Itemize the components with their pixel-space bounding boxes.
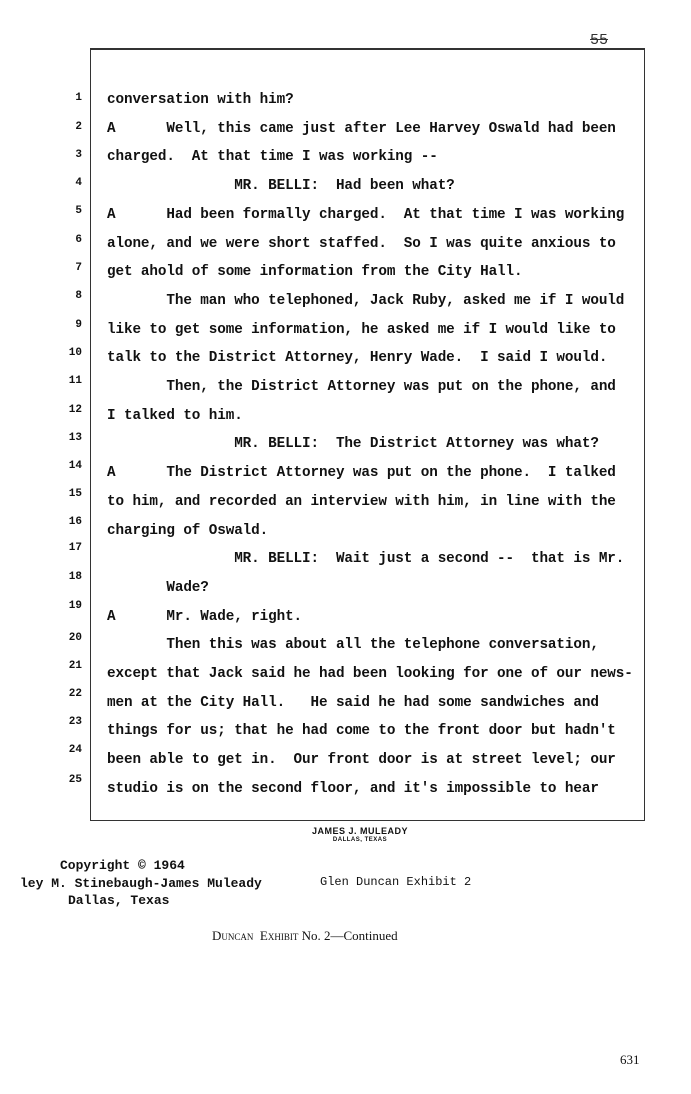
line-number: 4 [75, 177, 82, 189]
line-number: 3 [75, 149, 82, 161]
line-number: 24 [68, 744, 82, 756]
transcript-line: A Well, this came just after Lee Harvey Oswald had been [107, 120, 616, 137]
line-number: 23 [68, 716, 82, 728]
transcript-line: Wade? [107, 579, 209, 596]
folio-number: 631 [620, 1052, 640, 1067]
line-number: 16 [68, 516, 82, 528]
copyright-city: Dallas, Texas [68, 893, 170, 908]
line-number: 11 [68, 375, 82, 387]
line-number: 5 [75, 205, 82, 217]
transcript-line: A Mr. Wade, right. [107, 608, 303, 625]
transcript-line: men at the City Hall. He said he had some sandwiches and [107, 694, 599, 711]
line-number: 6 [75, 234, 82, 246]
handwritten-page-number: 55 [590, 32, 609, 49]
exhibit-caption [212, 928, 398, 944]
copyright-holders: ley M. Stinebaugh-James Muleady [20, 876, 262, 891]
transcript-line: MR. BELLI: Had been what? [107, 178, 455, 195]
line-number: 17 [68, 542, 82, 554]
transcript-line: MR. BELLI: Wait just a second -- that is Mr. [107, 551, 625, 568]
transcript-line: talk to the District Attorney, Henry Wade. I said I would. [107, 350, 608, 367]
transcript-line: been able to get in. Our front door is at street level; our [107, 752, 616, 769]
line-number: 21 [68, 660, 82, 672]
caption-exhibit: Exhibit [259, 928, 299, 943]
reporter-name: JAMES J. MULEADY [311, 826, 408, 836]
transcript-line: A The District Attorney was put on the phone. I talked [107, 465, 616, 482]
transcript-line: The man who telephoned, Jack Ruby, asked me if I would [107, 292, 625, 309]
line-number: 18 [68, 571, 82, 583]
transcript-line: I talked to him. [107, 407, 243, 424]
line-number: 15 [68, 488, 82, 500]
line-number: 8 [75, 290, 82, 302]
transcript-line: to him, and recorded an interview with him, in line with the [107, 493, 616, 510]
line-number: 7 [75, 262, 82, 274]
line-number: 19 [68, 600, 82, 612]
transcript-line: Then, the District Attorney was put on the phone, and [107, 379, 616, 395]
caption-rest: No. 2—Continued [301, 928, 398, 943]
transcript-line: like to get some information, he asked me if I would like to [107, 321, 616, 338]
transcript-line: alone, and we were short staffed. So I was quite anxious to [107, 235, 616, 252]
transcript-line: get ahold of some information from the City Hall. [107, 264, 523, 281]
line-number: 25 [68, 774, 82, 786]
line-number: 1 [75, 92, 82, 104]
line-number: 9 [75, 319, 82, 331]
transcript-line: except that Jack said he had been looking for one of our news- [107, 666, 633, 682]
exhibit-label: Glen Duncan Exhibit 2 [320, 875, 472, 889]
line-number: 22 [68, 688, 82, 700]
reporter-city: DALLAS, TEXAS [332, 837, 388, 843]
transcript-line: things for us; that he had come to the front door but hadn't [107, 723, 616, 740]
transcript-line: charged. At that time I was working -- [107, 149, 438, 166]
copyright-line: Copyright © 1964 [60, 858, 185, 873]
line-number: 13 [68, 432, 82, 444]
transcript-line: Then this was about all the telephone conversation, [107, 637, 599, 654]
line-number: 2 [75, 121, 82, 133]
transcript-line: conversation with him? [107, 92, 294, 108]
transcript-line: MR. BELLI: The District Attorney was what? [107, 436, 599, 453]
line-number: 10 [68, 347, 82, 359]
line-number: 20 [68, 632, 82, 644]
transcript-line: charging of Oswald. [107, 522, 269, 539]
line-number: 12 [68, 404, 82, 416]
line-number: 14 [68, 460, 82, 472]
caption-name: Duncan [212, 928, 254, 943]
transcript-line: A Had been formally charged. At that time I was working [107, 206, 625, 223]
transcript-line: studio is on the second floor, and it's impossible to hear [107, 780, 599, 797]
